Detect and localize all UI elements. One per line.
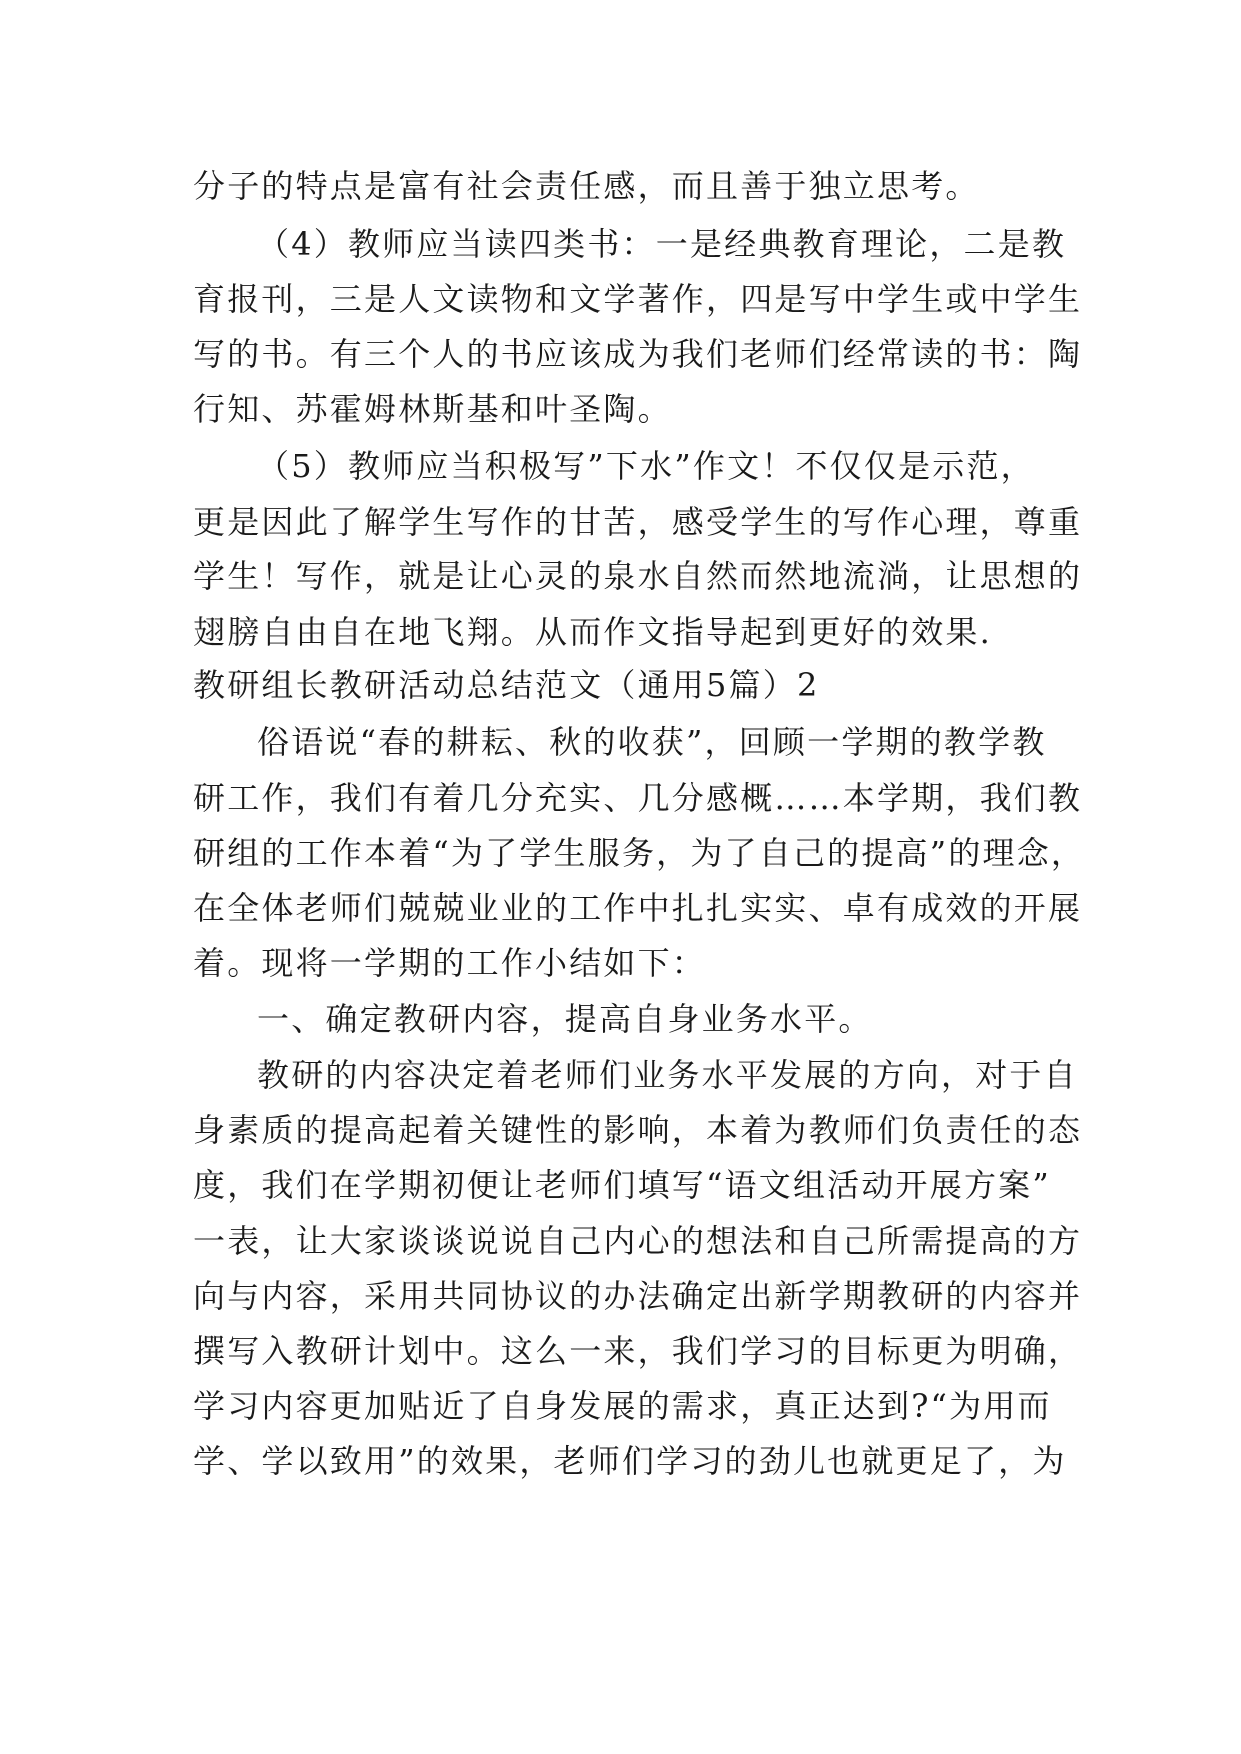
text-line: 研组的工作本着“为了学生服务，为了自己的提高”的理念， xyxy=(193,834,1086,872)
subheading: 一、确定教研内容，提高自身业务水平。 xyxy=(257,1000,873,1038)
text-line: 学生！写作，就是让心灵的泉水自然而然地流淌，让思想的 xyxy=(193,557,1083,595)
text-line: 度，我们在学期初便让老师们填写“语文组活动开展方案” xyxy=(193,1166,1051,1204)
text-line: 一表，让大家谈谈说说自己内心的想法和自己所需提高的方 xyxy=(193,1222,1083,1260)
text-line: 研工作，我们有着几分充实、几分感概……本学期，我们教 xyxy=(193,779,1083,817)
text-line: 教研的内容决定着老师们业务水平发展的方向，对于自 xyxy=(257,1056,1078,1094)
text-line: 俗语说“春的耕耘、秋的收获”，回顾一学期的教学教 xyxy=(257,723,1047,761)
text-line: 撰写入教研计划中。这么一来，我们学习的目标更为明确， xyxy=(193,1332,1083,1370)
text-line: （4）教师应当读四类书：一是经典教育理论，二是教 xyxy=(257,225,1067,263)
text-line: 向与内容，采用共同协议的办法确定出新学期教研的内容并 xyxy=(193,1277,1083,1315)
text-line: （5）教师应当积极写”下水”作文！不仅仅是示范， xyxy=(257,447,1035,485)
text-line: 更是因此了解学生写作的甘苦，感受学生的写作心理，尊重 xyxy=(193,503,1083,541)
text-line: 翅膀自由自在地飞翔。从而作文指导起到更好的效果. xyxy=(193,613,992,651)
text-line: 写的书。有三个人的书应该成为我们老师们经常读的书：陶 xyxy=(193,335,1083,373)
text-line: 行知、苏霍姆林斯基和叶圣陶。 xyxy=(193,390,672,428)
text-line: 身素质的提高起着关键性的影响，本着为教师们负责任的态 xyxy=(193,1111,1083,1149)
text-line: 学习内容更加贴近了自身发展的需求，真正达到?“为用而 xyxy=(193,1387,1052,1425)
text-line: 育报刊，三是人文读物和文学著作，四是写中学生或中学生 xyxy=(193,280,1083,318)
text-line: 分子的特点是富有社会责任感，而且善于独立思考。 xyxy=(193,167,980,205)
section-heading: 教研组长教研活动总结范文（通用5篇）2 xyxy=(193,666,820,704)
text-line: 学、学以致用”的效果，老师们学习的劲儿也就更足了，为 xyxy=(193,1442,1067,1480)
text-line: 着。现将一学期的工作小结如下： xyxy=(193,944,707,982)
text-line: 在全体老师们兢兢业业的工作中扎扎实实、卓有成效的开展 xyxy=(193,889,1083,927)
